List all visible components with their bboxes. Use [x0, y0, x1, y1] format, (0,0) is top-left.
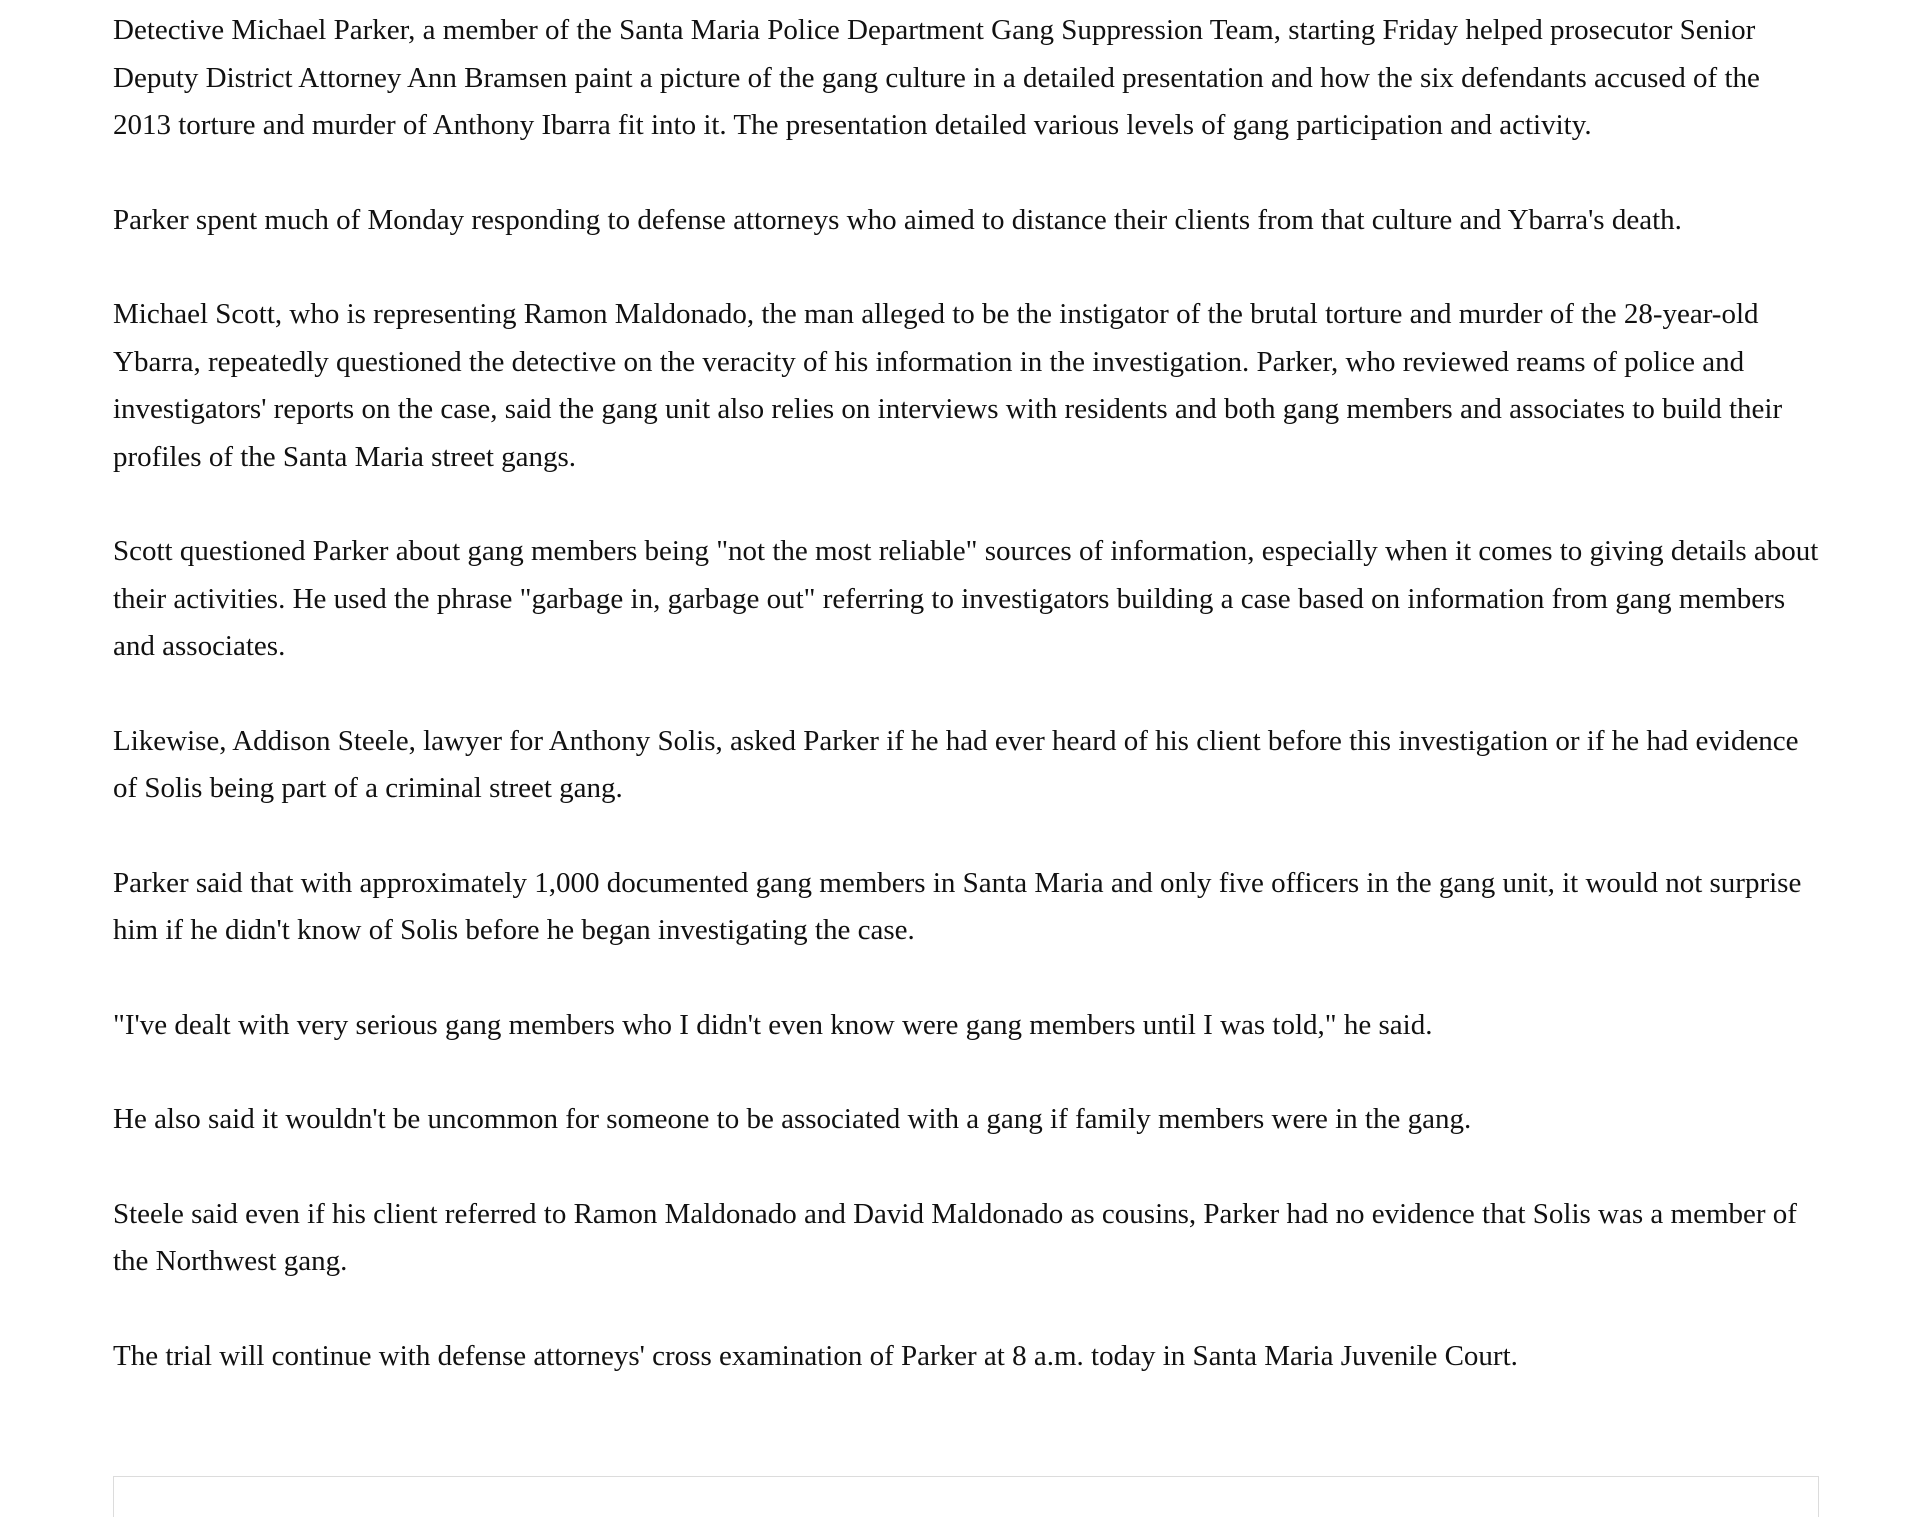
article-paragraph-6: Parker said that with approximately 1,000 documented gang members in Santa Maria and only five officers in the gang unit, it would not surprise him if he didn't know of Solis before he began investigating the case.	[113, 866, 1802, 946]
article-paragraph-10: The trial will continue with defense attorneys' cross examination of Parker at 8 a.m. today in Santa Maria Juvenile Court.	[113, 1339, 1518, 1372]
article-paragraph-5: Likewise, Addison Steele, lawyer for Anthony Solis, asked Parker if he had ever heard of his client before this investigation or if he had evidence of Solis being part of a criminal street gang.	[113, 724, 1799, 804]
article-paragraph-9: Steele said even if his client referred to Ramon Maldonado and David Maldonado as cousins, Parker had no evidence that Solis was a member of the Northwest gang.	[113, 1197, 1797, 1277]
article-paragraph-7: "I've dealt with very serious gang members who I didn't even know were gang members until I was told," he said.	[113, 1008, 1433, 1041]
article-paragraph-4: Scott questioned Parker about gang members being "not the most reliable" sources of information, especially when it comes to giving details about their activities. He used the phrase "garbage in, garbage out" referring to investigators building a case based on information from gang members and associates.	[113, 535, 1819, 662]
embedded-content-frame	[113, 1476, 1819, 1517]
article-paragraph-8: He also said it wouldn't be uncommon for someone to be associated with a gang if family members were in the gang.	[113, 1103, 1472, 1135]
article-paragraph-2: Parker spent much of Monday responding to defense attorneys who aimed to distance their clients from that culture and Ybarra's death.	[113, 203, 1682, 236]
article-paragraph-3: Michael Scott, who is representing Ramon Maldonado, the man alleged to be the instigator of the brutal torture and murder of the 28-year-old Ybarra, repeatedly questioned the detective on the veracity of his information in the investigation. Parker, who reviewed reams of police and investigators' reports on the case, said the gang unit also relies on interviews with residents and both gang members and associates to build their profiles of the Santa Maria street gangs.	[113, 298, 1783, 473]
article-paragraph-1: Detective Michael Parker, a member of the Santa Maria Police Department Gang Suppression Team, starting Friday helped prosecutor Senior Deputy District Attorney Ann Bramsen paint a picture of the gang culture in a detailed presentation and how the six defendants accused of the 2013 torture and murder of Anthony Ibarra fit into it. The presentation detailed various levels of gang participation and activity.	[113, 14, 1760, 141]
article-body	[113, 7, 1823, 1380]
